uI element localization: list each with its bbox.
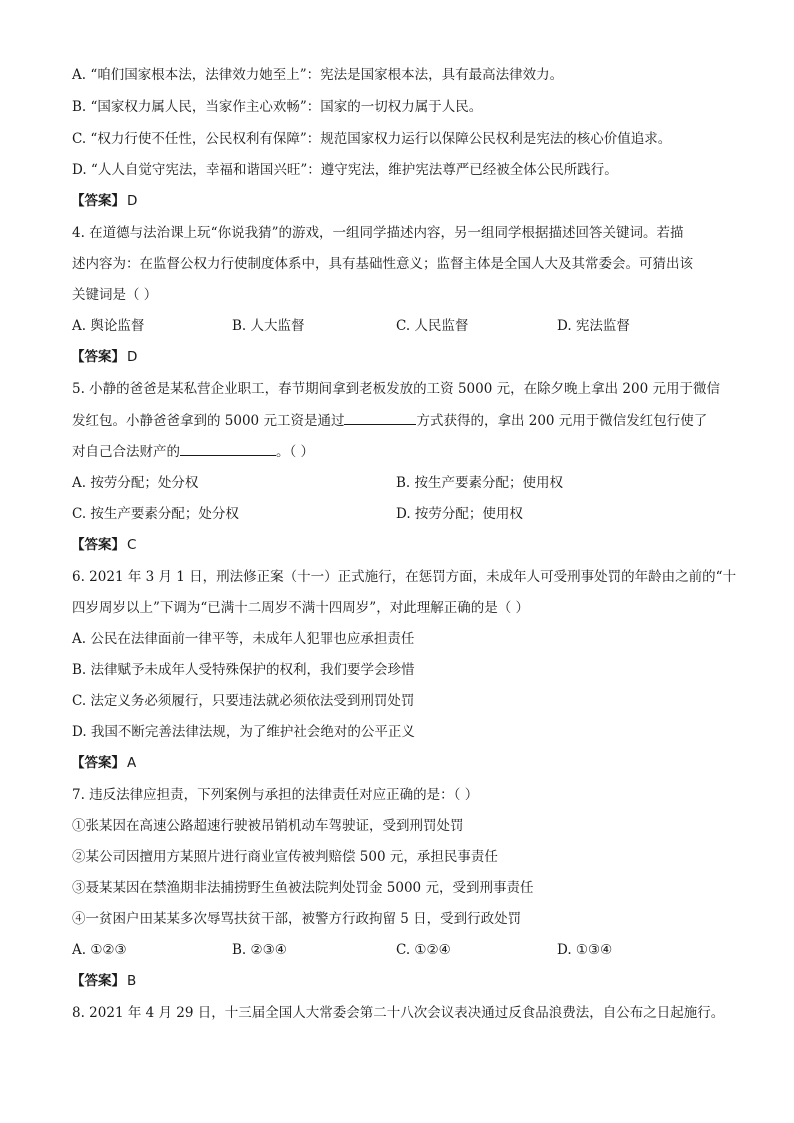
q5-stem-line-3: 对自己合法财产的 。（ ）: [72, 444, 315, 460]
q4-option-c: C. 人民监督: [396, 318, 469, 334]
q4-stem-line-1: 4. 在道德与法治课上玩“你说我猜”的游戏，一组同学描述内容，另一组同学根据描述回答关键词。若描: [72, 225, 684, 241]
q5-option-b: B. 按生产要素分配；使用权: [396, 475, 564, 491]
q3-option-a: A. “咱们国家根本法，法律效力她至上”：宪法是国家根本法，具有最高法律效力。: [72, 67, 564, 83]
q7-item-2: ②某公司因擅用方某照片进行商业宣传被判赔偿 500 元，承担民事责任: [72, 849, 498, 865]
q7-option-d: D. ①③④: [557, 942, 613, 958]
q6-stem-line-1: 6. 2021 年 3 月 1 日，刑法修正案（十一）正式施行，在惩罚方面，未成年人可受刑事处罚的年龄由之前的“十: [72, 569, 737, 585]
q7-answer: 【答案】 B: [71, 973, 137, 989]
q4-option-d: D. 宪法监督: [557, 318, 630, 334]
fill-blank-2: [180, 442, 276, 456]
q6-option-b: B. 法律赋予未成年人受特殊保护的权利，我们要学会珍惜: [72, 662, 415, 678]
q7-item-4: ④一贫困户田某某多次辱骂扶贫干部，被警方行政拘留 5 日，受到行政处罚: [72, 911, 522, 927]
q3-option-c: C. “权力行使不任性，公民权利有保障”：规范国家权力运行以保障公民权利是宪法的核心价值追求。: [72, 131, 672, 147]
q4-option-a: A. 舆论监督: [72, 318, 145, 334]
q4-answer: 【答案】 D: [71, 349, 138, 365]
q6-stem-line-2: 四岁周岁以上”下调为“已满十二周岁不满十四周岁”，对此理解正确的是（ ）: [72, 600, 529, 616]
q5-option-d: D. 按劳分配；使用权: [396, 506, 523, 522]
q7-stem: 7. 违反法律应担责，下列案例与承担的法律责任对应正确的是：（ ）: [72, 787, 479, 803]
q4-stem-line-3: 关键词是（ ）: [72, 287, 158, 303]
q3-option-b: B. “国家权力属人民，当家作主心欢畅”：国家的一切权力属于人民。: [72, 99, 483, 115]
q5-stem-line-2: 发红包。小静爸爸拿到的 5000 元工资是通过 方式获得的，拿出 200 元用于微信发红包行使了: [72, 413, 708, 429]
q5-answer: 【答案】 C: [71, 537, 137, 553]
q7-item-1: ①张某因在高速公路超速行驶被吊销机动车驾驶证，受到刑罚处罚: [72, 818, 464, 834]
q7-option-b: B. ②③④: [232, 942, 287, 958]
fill-blank-1: [344, 411, 416, 425]
q6-option-d: D. 我国不断完善法律法规，为了维护社会绝对的公平正义: [72, 724, 415, 740]
q4-option-b: B. 人大监督: [232, 318, 305, 334]
q6-option-a: A. 公民在法律面前一律平等，未成年人犯罪也应承担责任: [72, 631, 415, 647]
q5-option-a: A. 按劳分配；处分权: [72, 475, 199, 491]
q4-stem-line-2: 述内容为：在监督公权力行使制度体系中，具有基础性意义；监督主体是全国人大及其常委会。可猜出该: [72, 256, 693, 272]
q7-option-c: C. ①②④: [396, 942, 451, 958]
q7-item-3: ③聂某某因在禁渔期非法捕捞野生鱼被法院判处罚金 5000 元，受到刑事责任: [72, 880, 534, 896]
q6-option-c: C. 法定义务必须履行，只要违法就必须依法受到刑罚处罚: [72, 693, 415, 709]
q3-answer: 【答案】 D: [71, 193, 138, 209]
q5-option-c: C. 按生产要素分配；处分权: [72, 506, 239, 522]
q8-stem-line-1: 8. 2021 年 4 月 29 日，十三届全国人大常委会第二十八次会议表决通过反食品浪费法，自公布之日起施行。: [72, 1005, 725, 1021]
q6-answer: 【答案】 A: [71, 755, 137, 771]
q5-stem-line-1: 5. 小静的爸爸是某私营企业职工，春节期间拿到老板发放的工资 5000 元，在除夕晚上拿出 200 元用于微信: [72, 381, 720, 397]
q7-option-a: A. ①②③: [72, 942, 127, 958]
q3-option-d: D. “人人自觉守宪法，幸福和谐国兴旺”：遵守宪法，维护宪法尊严已经被全体公民所践行。: [72, 162, 618, 178]
